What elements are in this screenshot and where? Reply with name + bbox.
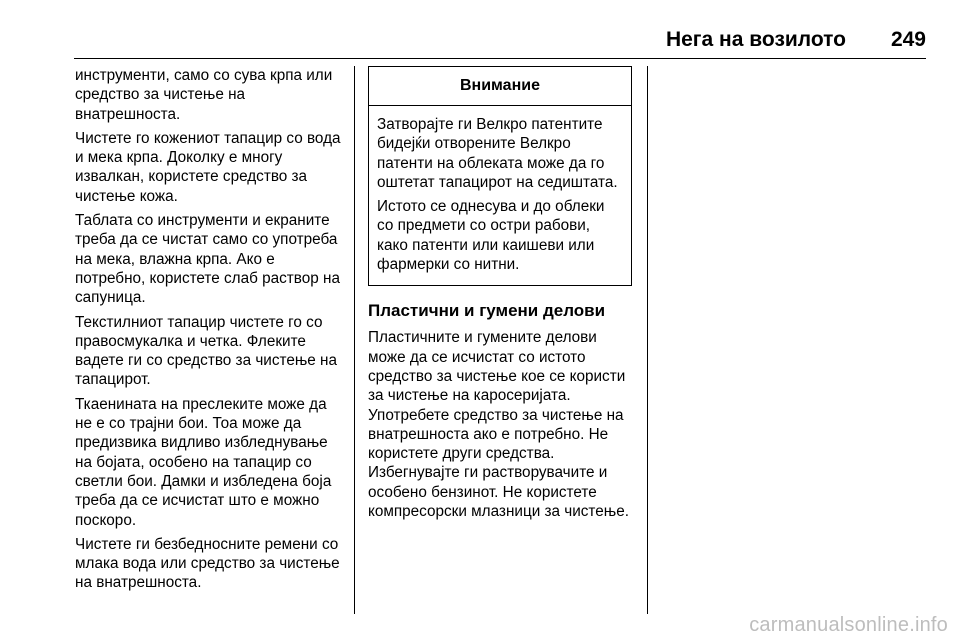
paragraph: Чистете ги безбедносните ремени со млака вода или средство за чистење на внатрешноста. [75,535,340,592]
text-column-left [75,66,347,598]
page-header [74,28,926,54]
paragraph: Текстилниот тапацир чистете го со правосмукалка и четка. Флеките вадете ги со средство за чистење на тапацирот. [75,313,337,389]
caution-paragraph: Затворајте ги Велкро патентите бидејќи отворените Велкро патенти на облеката може да го оштетат тапацирот на седиштата. [377,116,618,191]
caution-paragraph: Истото се однесува и до облеки со предмети со остри рабови, како патенти или каишеви или фармерки со нитни. [377,198,605,274]
column-divider-left [354,66,355,614]
caution-box [368,66,632,286]
section-heading: Пластични и гумени делови [368,301,606,321]
watermark: carmanualsonline.info [749,614,948,636]
paragraph: Таблата со инструменти и екраните треба да се чистат само со употреба на мека, влажна крпа. Ако е потребно, користете слаб раствор на сапуница. [75,212,340,307]
caution-title: Внимание [369,67,631,106]
page-number: 249 [890,28,926,51]
paragraph: Чистете го кожениот тапацир со вода и мека крпа. Доколку е многу извалкан, користете средство за чистење кожа. [75,129,341,205]
section-paragraph: Пластичните и гумените делови може да се исчистат со истото средство за чистење кое се користи за чистење на каросеријата. Употребете средство за чистење на внатрешноста ако е потребно. Не користете други средства. Избегнувајте ги растворувачите и особено бензинот. Не користете компресорски млазници за чистење. [368,329,629,521]
header-rule [74,58,926,59]
text-column-middle [368,66,632,526]
paragraph: инструменти, само со сува крпа или средство за чистење на внатрешноста. [75,67,333,123]
paragraph: Ткаенината на преслеките може да не е со трајни бои. Тоа може да предизвика видливо избледнување на бојата, особено на тапацир со светли бои. Дамки и избледена боја треба да се исчистат што е можно поскоро. [75,395,332,529]
chapter-title: Нега на возилото [665,28,846,51]
column-divider-right [647,66,648,614]
caution-body [369,106,631,285]
